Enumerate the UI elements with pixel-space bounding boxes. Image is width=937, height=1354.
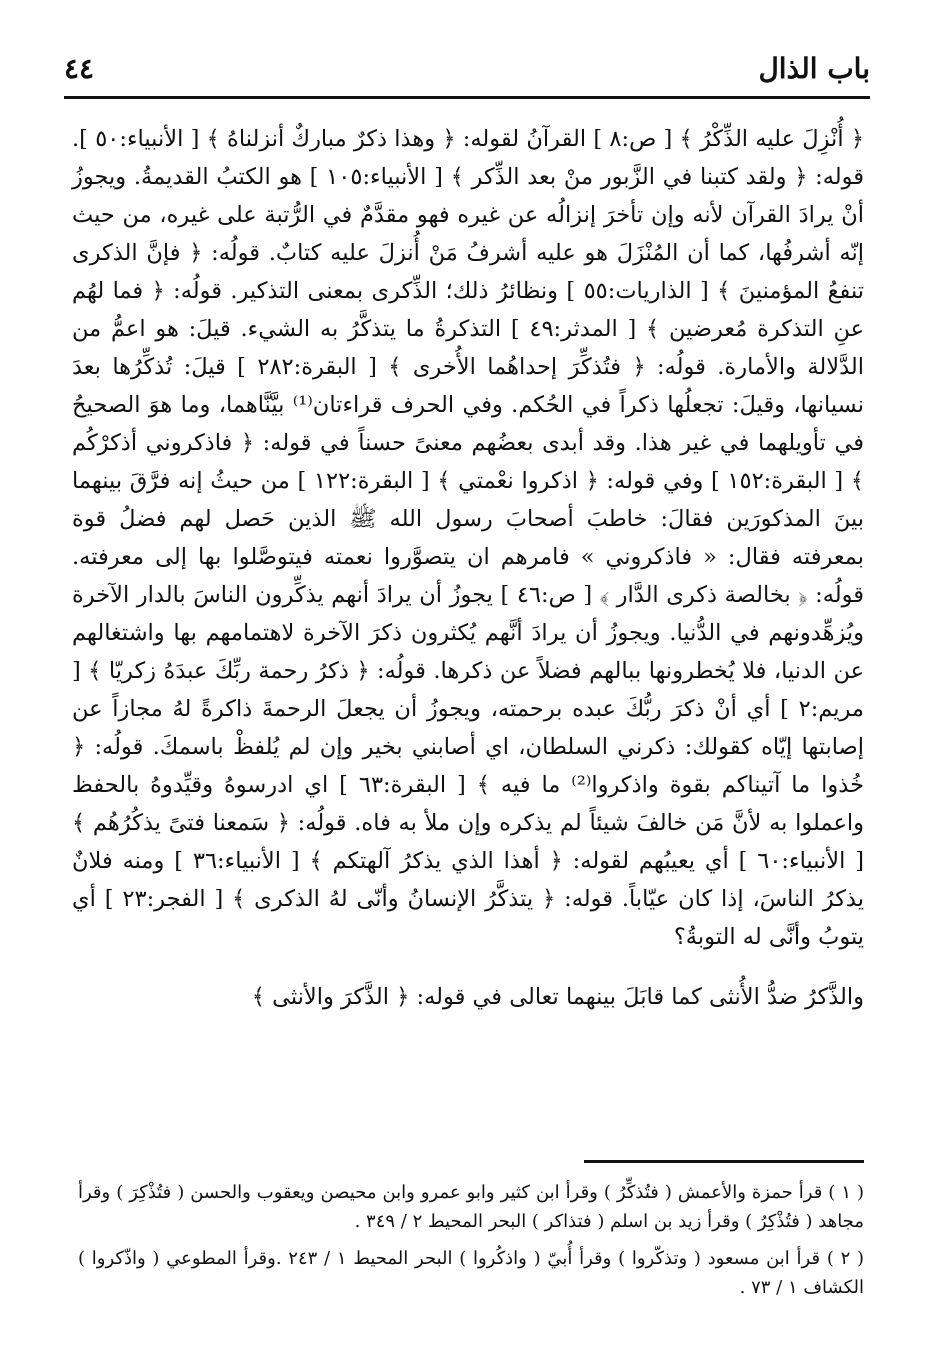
chapter-title: باب الذال: [758, 52, 870, 85]
page-header: [64, 52, 870, 88]
paragraph: ﴿ أُنْزِلَ عليه الذِّكْرُ ﴾ [ ص:٨ ] القرآنُ لقوله: ﴿ وهذا ذكرٌ مباركٌ أنزلناهُ ﴾ [ الأنبياء:٥٠ ]. قوله: ﴿ ولقد كتبنا في الزَّبور منْ بعد الذِّكر ﴾ [ الأنبياء:١٠٥ ] هو الكتبُ القديمةُ. ويجوزُ أنْ يرادَ القرآن لأنه وإن تأخرَ إنزالُه عن غيره فهو مقدَّمٌ في الرُّتبة على غيره، من حيث إنّه أشرفُها، كما أن المُنْزَلَ هو عليه أشرفُ مَنْ أُنزلَ عليه كتابٌ. قولُه: ﴿ فإنَّ الذكرى تنفعُ المؤمنينَ ﴾ [ الذاريات:٥٥ ] ونظائرُ ذلك؛ الذِّكرى بمعنى التذكير. قولُه: ﴿ فما لهُم عنِ التذكرة مُعرضين ﴾ [ المدثر:٤٩ ] التذكرةُ ما يتذكَّرُ به الشيء. قيلَ: هو اعمُّ من الدَّلالة والأمارة. قولُه: ﴿ فتُذكِّرَ إحداهُما الأُخرى ﴾ [ البقرة:٢٨٢ ] قيلَ: تُذكِّرُها بعدَ نسيانها، وقيلَ: تجعلُها ذكراً في الحُكم. وفي الحرف قراءتان⁽¹⁾ بيَّنَّاهما، وما هوَ الصحيحُ في تأويلهما في غير هذا. وقد أبدى بعضُهم معنىً حسناً في قوله: ﴿ فاذكروني أذكرْكُم ﴾ [ البقرة:١٥٢ ] وفي قوله: ﴿ اذكروا نعْمتي ﴾ [ البقرة:١٢٢ ] من حيثُ إنه فرَّقَ بينهما بينَ المذكورَين فقالَ: خاطبَ أصحابَ رسول الله ﷺ الذين حَصل لهم فضلُ قوة بمعرفته فقال: « فاذكروني » فامرهم ان يتصوَّروا نعمته فيتوصَّلوا بها إلى معرفته. قولُه: ﴿ بخالصة ذكرى الدَّار ﴾ [ ص:٤٦ ] يجوزُ أن يرادَ أنهم يذكِّرون الناسَ بالدار الآخرة ويُزهِّدونهم في الدُّنيا. ويجوزُ أن يرادَ أنَّهم يُكثرون ذكرَ الآخرة لاهتمامهم بها واشتغالهم عن الدنيا، فلا يُخطرونها ببالهم فضلاً عن ذكرها. قولُه: ﴿ ذكرُ رحمة ربِّكَ عبدَهُ زكريّا ﴾ [ مريم:٢ ] أي أنْ ذكرَ ربُّكَ عبده برحمته، ويجوزُ أن يجعلَ الرحمةَ ذاكرةً لهُ مجازاً عن إصابتها إيّاه كقولك: ذكرني السلطان، اي أصابني بخير وإن لم يُلفظْ باسمكَ. قولُه: ﴿ خُذوا ما آتيناكم بقوة واذكروا⁽²⁾ ما فيه ﴾ [ البقرة:٦٣ ] اي ادرسوهُ وقيِّدوهُ بالحفظ واعملوا به لأنَّ مَن خالفَ شيئاً لم يذكره وإن ملأ به فاه. قولُه: ﴿ سَمعنا فتىً يذكُرُهُم ﴾ [ الأنبياء:٦٠ ] أي يعيبُهم لقوله: ﴿ أهذا الذي يذكرُ آلهتكم ﴾ [ الأنبياء:٣٦ ] ومنه فلانٌ يذكرُ الناسَ، إذا كان عيّاباً. قوله: ﴿ يتذكَّرُ الإنسانُ وأنّى لهُ الذكرى ﴾ [ الفجر:٢٣ ] أي يتوبُ وأنَّى له التوبةُ؟: [72, 126, 865, 950]
header-divider: [64, 96, 870, 99]
footnote: ( ٢ ) قرأ ابن مسعود ( وتذكّروا ) وقرأ أُبيّ ( واذكُروا ) البحر المحيط ١ / ٢٤٣ .وقرأ المطوعي ( واذّكروا ) الكشاف ١ / ٧٣ .: [78, 1248, 865, 1298]
main-text: [72, 120, 864, 1016]
paragraph: والذَّكرُ ضدُّ الأُنثى كما قابَلَ بينهما تعالى في قوله: ﴿ الذَّكرَ والأنثى ﴾: [251, 984, 864, 1010]
page-number: ٤٤: [64, 52, 95, 85]
footnotes: [78, 1178, 864, 1310]
footnote-divider: [584, 1160, 864, 1163]
footnote: ( ١ ) قرأ حمزة والأعمش ( فتُذكِّرُ ) وقرأ ابن كثير وابو عمرو وابن محيصن ويعقوب والحسن ( فتُذْكِرَ ) وقرأ مجاهد ( فتُذْكِرُ ) وقرأ زيد بن اسلم ( فتذاكر ) البحر المحيط ٢ / ٣٤٩ .: [78, 1182, 864, 1232]
